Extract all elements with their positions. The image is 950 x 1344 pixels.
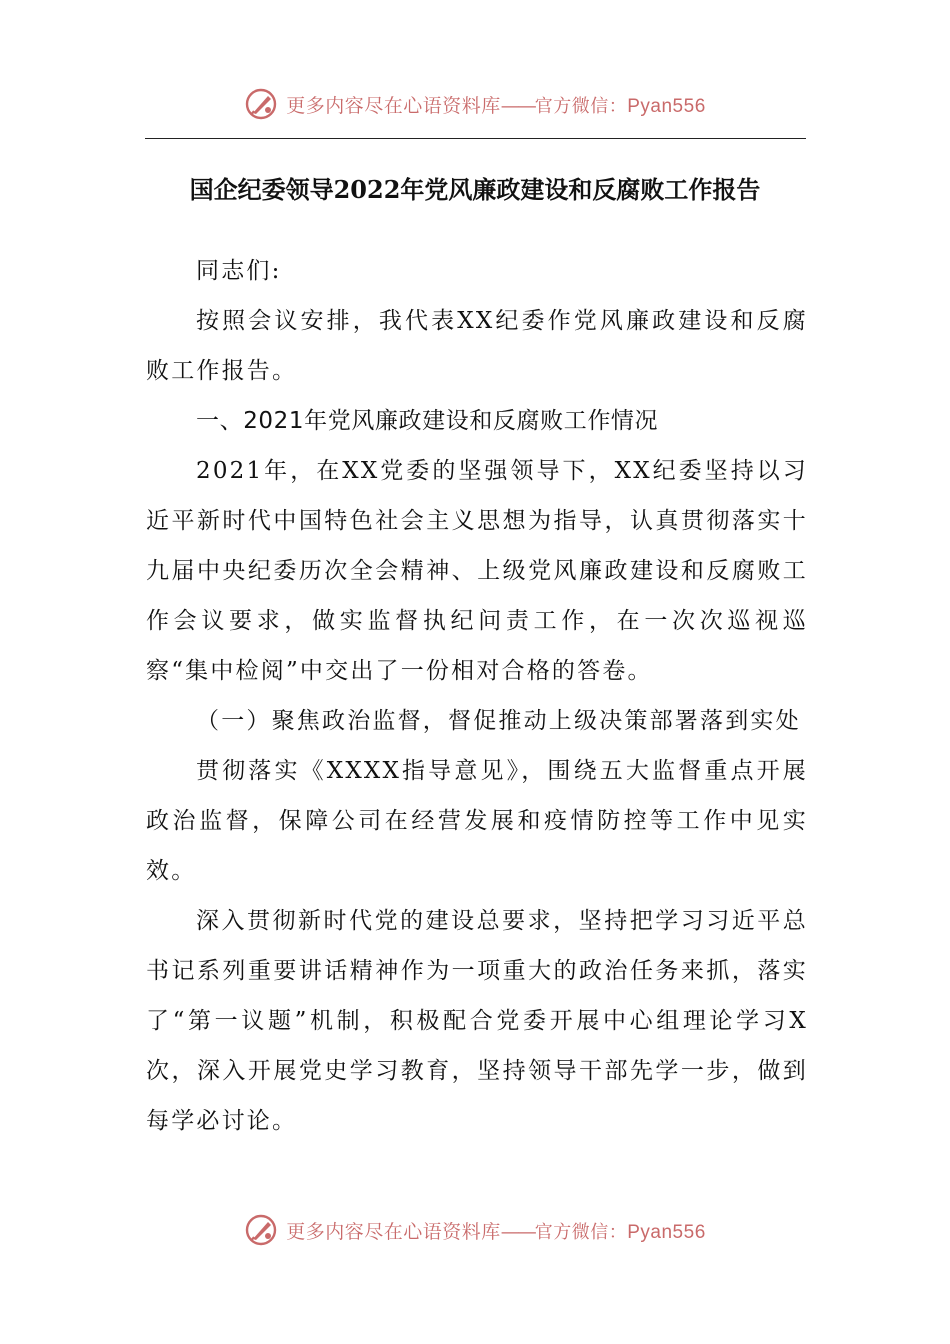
body-paragraph: 按照会议安排，我代表XX纪委作党风廉政建设和反腐败工作报告。 — [146, 308, 808, 384]
watermark-main-text: 更多内容尽在心语资料库 — [286, 1220, 501, 1243]
watermark-wechat-id: Pyan556 — [627, 1221, 706, 1243]
document-body — [146, 246, 808, 1146]
watermark-text — [286, 91, 706, 118]
document-title: 国企纪委领导2022年党风廉政建设和反腐败工作报告 — [189, 175, 761, 204]
watermark-dash: —— — [500, 1220, 535, 1243]
watermark-dash: —— — [500, 94, 535, 117]
section-heading: 一、2021年党风廉政建设和反腐败工作情况 — [196, 408, 659, 434]
quill-logo-icon — [244, 87, 278, 121]
watermark-text — [286, 1217, 706, 1244]
quill-logo-icon — [244, 1213, 278, 1247]
body-paragraph: 2021年，在XX党委的坚强领导下，XX纪委坚持以习近平新时代中国特色社会主义思想为指导，认真贯彻落实十九届中央纪委历次全会精神、上级党风廉政建设和反腐败工作会议要求，做实监督执纪问责工作，在一次次巡视巡察“集中检阅”中交出了一份相对合格的答卷。 — [146, 458, 808, 684]
watermark-main-text: 更多内容尽在心语资料库 — [286, 94, 501, 117]
salutation: 同志们: — [196, 258, 282, 284]
header-watermark-banner — [0, 84, 950, 124]
body-paragraph: 深入贯彻新时代党的建设总要求，坚持把学习习近平总书记系列重要讲话精神作为一项重大的政治任务来抓，落实了“第一议题”机制，积极配合党委开展中心组理论学习X次，深入开展党史学习教育，坚持领导干部先学一步，做到每学必讨论。 — [146, 908, 808, 1134]
watermark-wechat-label: 官方微信： — [534, 95, 628, 117]
body-paragraph: 贯彻落实《XXXX指导意见》，围绕五大监督重点开展政治监督，保障公司在经营发展和疫情防控等工作中见实效。 — [146, 758, 808, 884]
header-divider — [145, 138, 806, 139]
footer-watermark-banner — [0, 1210, 950, 1250]
watermark-wechat-id: Pyan556 — [627, 95, 706, 117]
watermark-wechat-label: 官方微信： — [534, 1221, 628, 1243]
subsection-heading: （一）聚焦政治监督，督促推动上级决策部署落到实处 — [196, 708, 801, 734]
